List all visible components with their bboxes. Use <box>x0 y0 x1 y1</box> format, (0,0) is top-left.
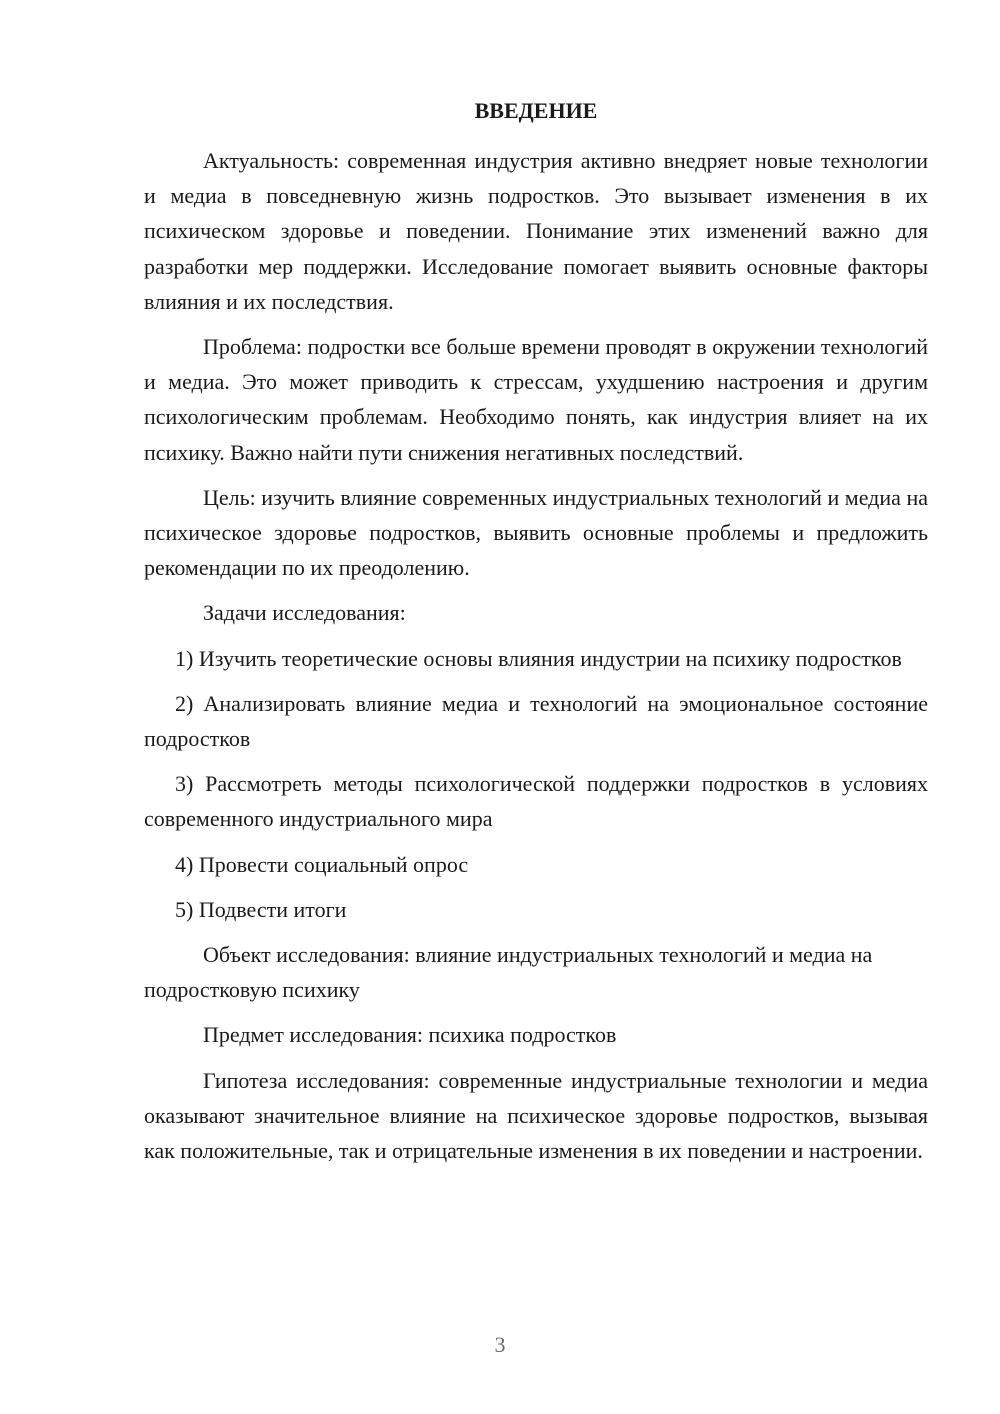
paragraph-subject: Предмет исследования: психика подростков <box>203 1022 617 1048</box>
document-page <box>144 96 928 1178</box>
task-item-1: 1) Изучить теоретические основы влияния индустрии на психику подростков <box>175 645 902 671</box>
paragraph-hypothesis: Гипотеза исследования: современные индустриальные технологии и медиа оказывают значительное влияние на психическое здоровье подростков, вызывая как положительные, так и отрицательные изменения в их поведении и настроении. <box>144 1067 928 1164</box>
tasks-heading: Задачи исследования: <box>203 600 406 626</box>
paragraph-goal: Цель: изучить влияние современных индустриальных технологий и медиа на психическое здоровье подростков, выявить основные проблемы и предложить рекомендации по их преодолению. <box>144 484 928 581</box>
page-number: 3 <box>494 1332 506 1357</box>
task-item-4: 4) Провести социальный опрос <box>175 851 469 877</box>
task-item-3: 3) Рассмотреть методы психологической поддержки подростков в условиях современного индустриального мира <box>144 771 928 832</box>
task-item-5: 5) Подвести итоги <box>175 896 347 922</box>
paragraph-relevance: Актуальность: современная индустрия активно внедряет новые технологии и медиа в повседневную жизнь подростков. Это вызывает изменения в их психическом здоровье и поведении. Понимание этих изменений важно для разработки мер поддержки. Исследование помогает выявить основные факторы влияния и их последствия. <box>144 148 928 314</box>
paragraph-problem: Проблема: подростки все больше времени проводят в окружении технологий и медиа. Это может приводить к стрессам, ухудшению настроения и другим психологическим проблемам. Необходимо понять, как индустрия влияет на их психику. Важно найти пути снижения негативных последствий. <box>144 334 928 465</box>
paragraph-object: Объект исследования: влияние индустриальных технологий и медиа на подростковую психику <box>144 942 873 1003</box>
section-title: ВВЕДЕНИЕ <box>474 98 598 123</box>
task-item-2: 2) Анализировать влияние медиа и технологий на эмоциональное состояние подростков <box>144 690 928 752</box>
